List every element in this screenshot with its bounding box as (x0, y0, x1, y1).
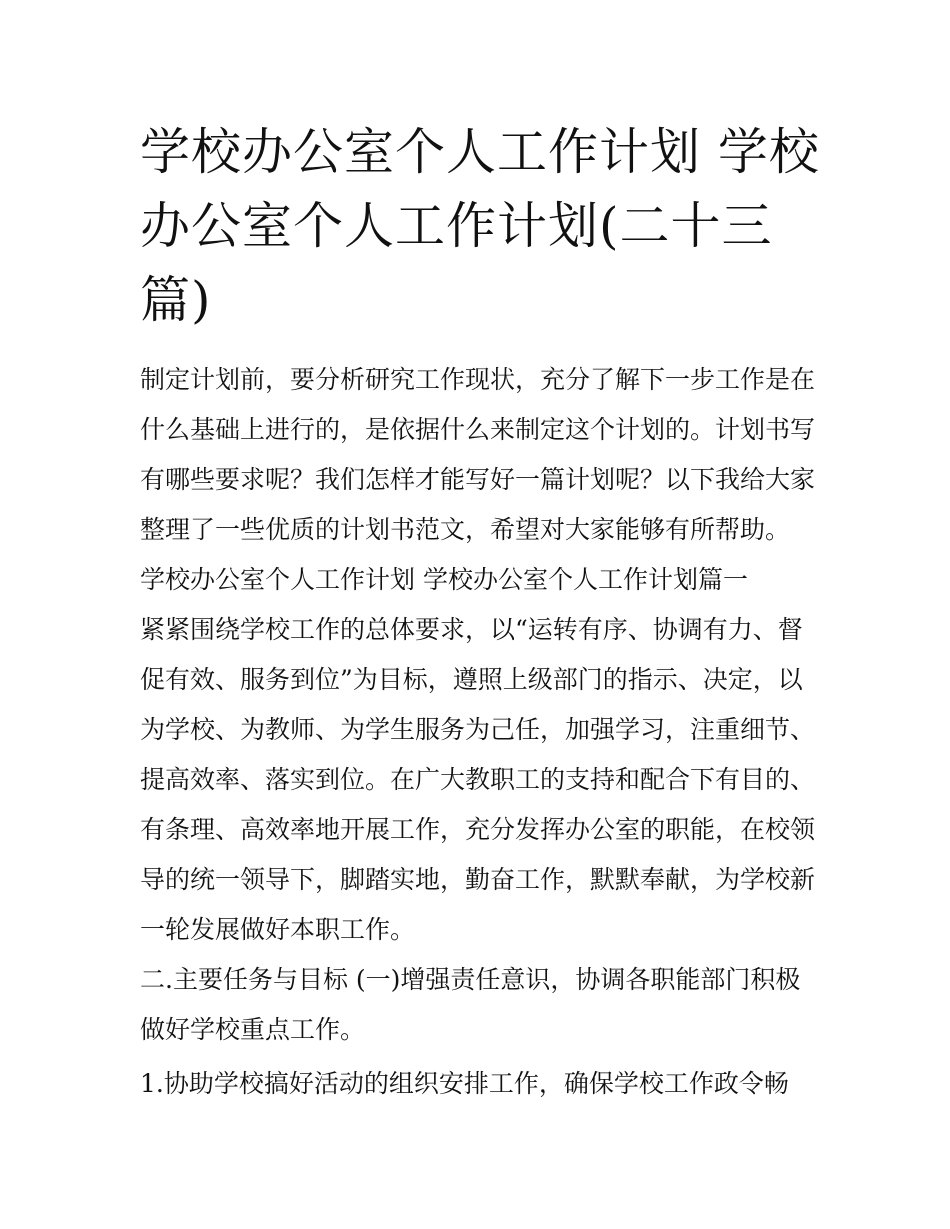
task-item-paragraph: 1.协助学校搞好活动的组织安排工作，确保学校工作政令畅 (140, 1069, 789, 1098)
section-heading: 学校办公室个人工作计划 学校办公室个人工作计划篇一 (140, 565, 748, 594)
task-heading-paragraph: 二.主要任务与目标 (一)增强责任意识，协调各职能部门积极做好学校重点工作。 (140, 965, 801, 1044)
document-title: 学校办公室个人工作计划 学校办公室个人工作计划(二十三篇) (140, 123, 820, 329)
document-page (140, 115, 820, 1109)
intro-paragraph: 制定计划前，要分析研究工作现状，充分了解下一步工作是在什么基础上进行的，是依据什么来制定这个计划的。计划书写有哪些要求呢？我们怎样才能写好一篇计划呢？以下我给大家整理了一些优质的计划书范文，希望对大家能够有所帮助。 (140, 365, 816, 544)
body-paragraph: 紧紧围绕学校工作的总体要求，以“运转有序、协调有力、督促有效、服务到位”为目标，遵照上级部门的指示、决定，以为学校、为教师、为学生服务为己任，加强学习，注重细节、提高效率、落实到位。在广大教职工的支持和配合下有目的、有条理、高效率地开展工作，充分发挥办公室的职能，在校领导的统一领导下，脚踏实地，勤奋工作，默默奉献，为学校新一轮发展做好本职工作。 (140, 615, 816, 944)
